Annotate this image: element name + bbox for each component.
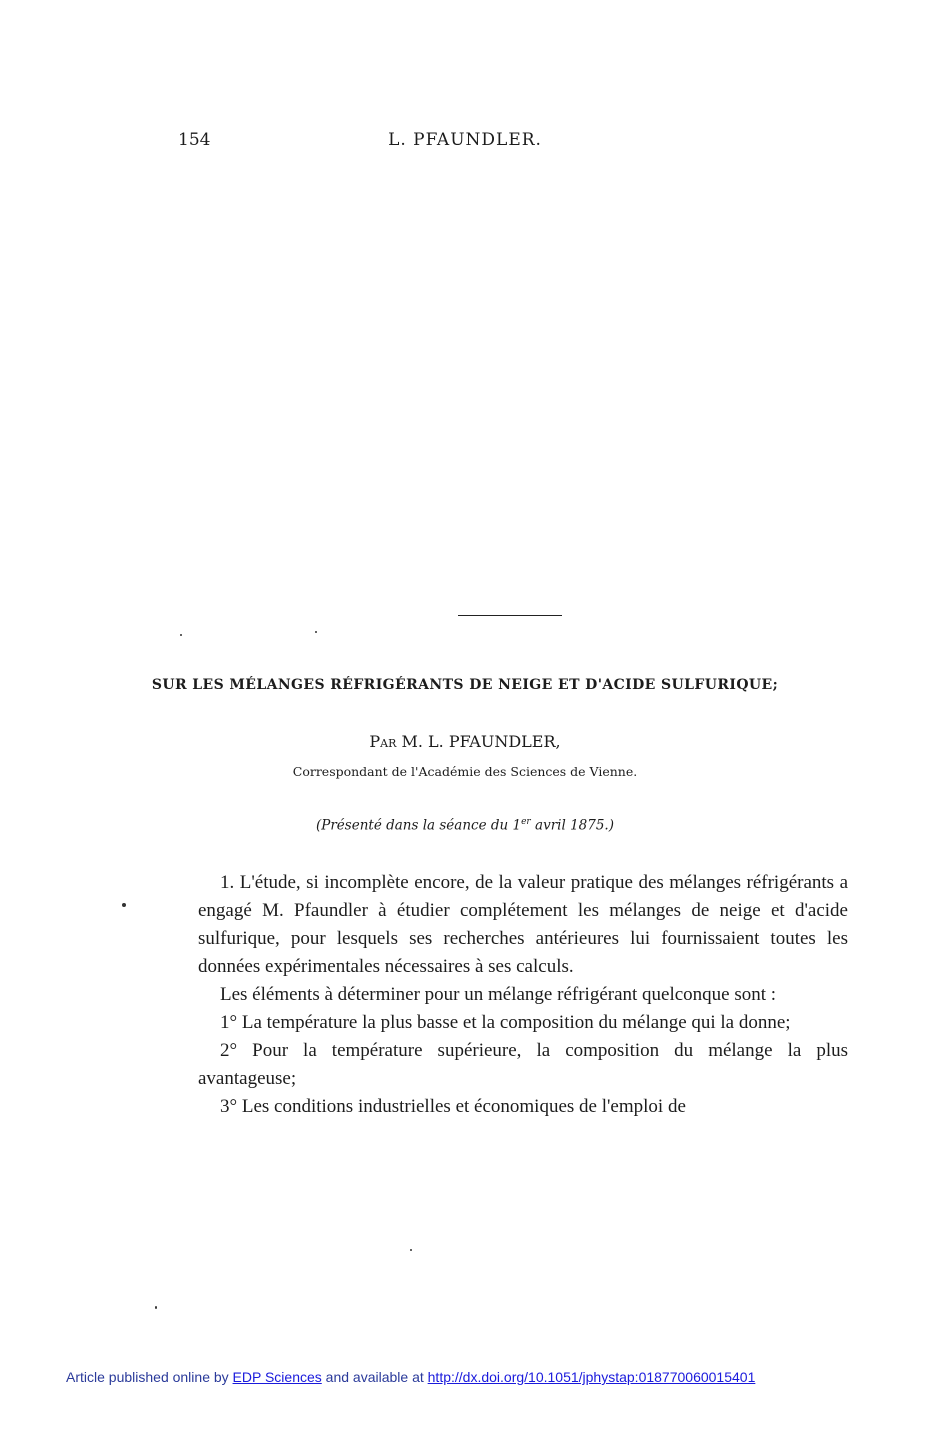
body-text	[198, 869, 848, 1121]
presented-date: avril 1875.)	[530, 817, 614, 834]
separator-rule	[458, 615, 562, 616]
presentation-note	[0, 817, 930, 834]
footer-middle: and available at	[325, 1369, 424, 1385]
paragraph-1: 1. L'étude, si incomplète encore, de la valeur pratique des mélanges réfrigérants a engagé M. Pfaundler à étudier complétement les mélanges de neige et d'acide sulfurique, pour lesquels ses recherches antérieures lui fournissaient toutes les données expérimentales nécessaires à ses calculs.	[198, 872, 848, 977]
presented-superscript: er	[521, 817, 531, 827]
scan-speck	[315, 631, 317, 633]
byline	[0, 732, 930, 751]
author-affiliation: Correspondant de l'Académie des Sciences de Vienne.	[292, 764, 638, 779]
article-title: SUR LES MÉLANGES RÉFRIGÉRANTS DE NEIGE ET D'ACIDE SULFURIQUE;	[151, 677, 779, 693]
paragraph-4: 2° Pour la température supérieure, la composition du mélange la plus avantageuse;	[198, 1040, 848, 1089]
scan-speck	[410, 1249, 412, 1251]
paragraph-5: 3° Les conditions industrielles et économiques de l'emploi de	[220, 1096, 686, 1117]
presented-text: (Présenté dans la séance du 1	[316, 817, 522, 834]
paragraph-3: 1° La température la plus basse et la composition du mélange qui la donne;	[220, 1012, 791, 1033]
author-name: M. L. PFAUNDLER,	[401, 732, 561, 751]
scan-speck	[180, 634, 182, 636]
publisher-link[interactable]: EDP Sciences	[232, 1369, 322, 1385]
scan-speck	[122, 903, 126, 907]
scan-speck	[155, 1306, 157, 1309]
page-number: 154	[178, 130, 211, 150]
doi-link[interactable]: http://dx.doi.org/10.1051/jphystap:018770060015401	[427, 1369, 756, 1385]
paragraph-2: Les éléments à déterminer pour un mélange réfrigérant quelconque sont :	[220, 984, 777, 1005]
publication-footer	[66, 1369, 755, 1385]
byline-prefix: Par	[369, 732, 397, 751]
running-title: L. PFAUNDLER.	[388, 130, 542, 150]
footer-prefix: Article published online by	[66, 1369, 229, 1385]
